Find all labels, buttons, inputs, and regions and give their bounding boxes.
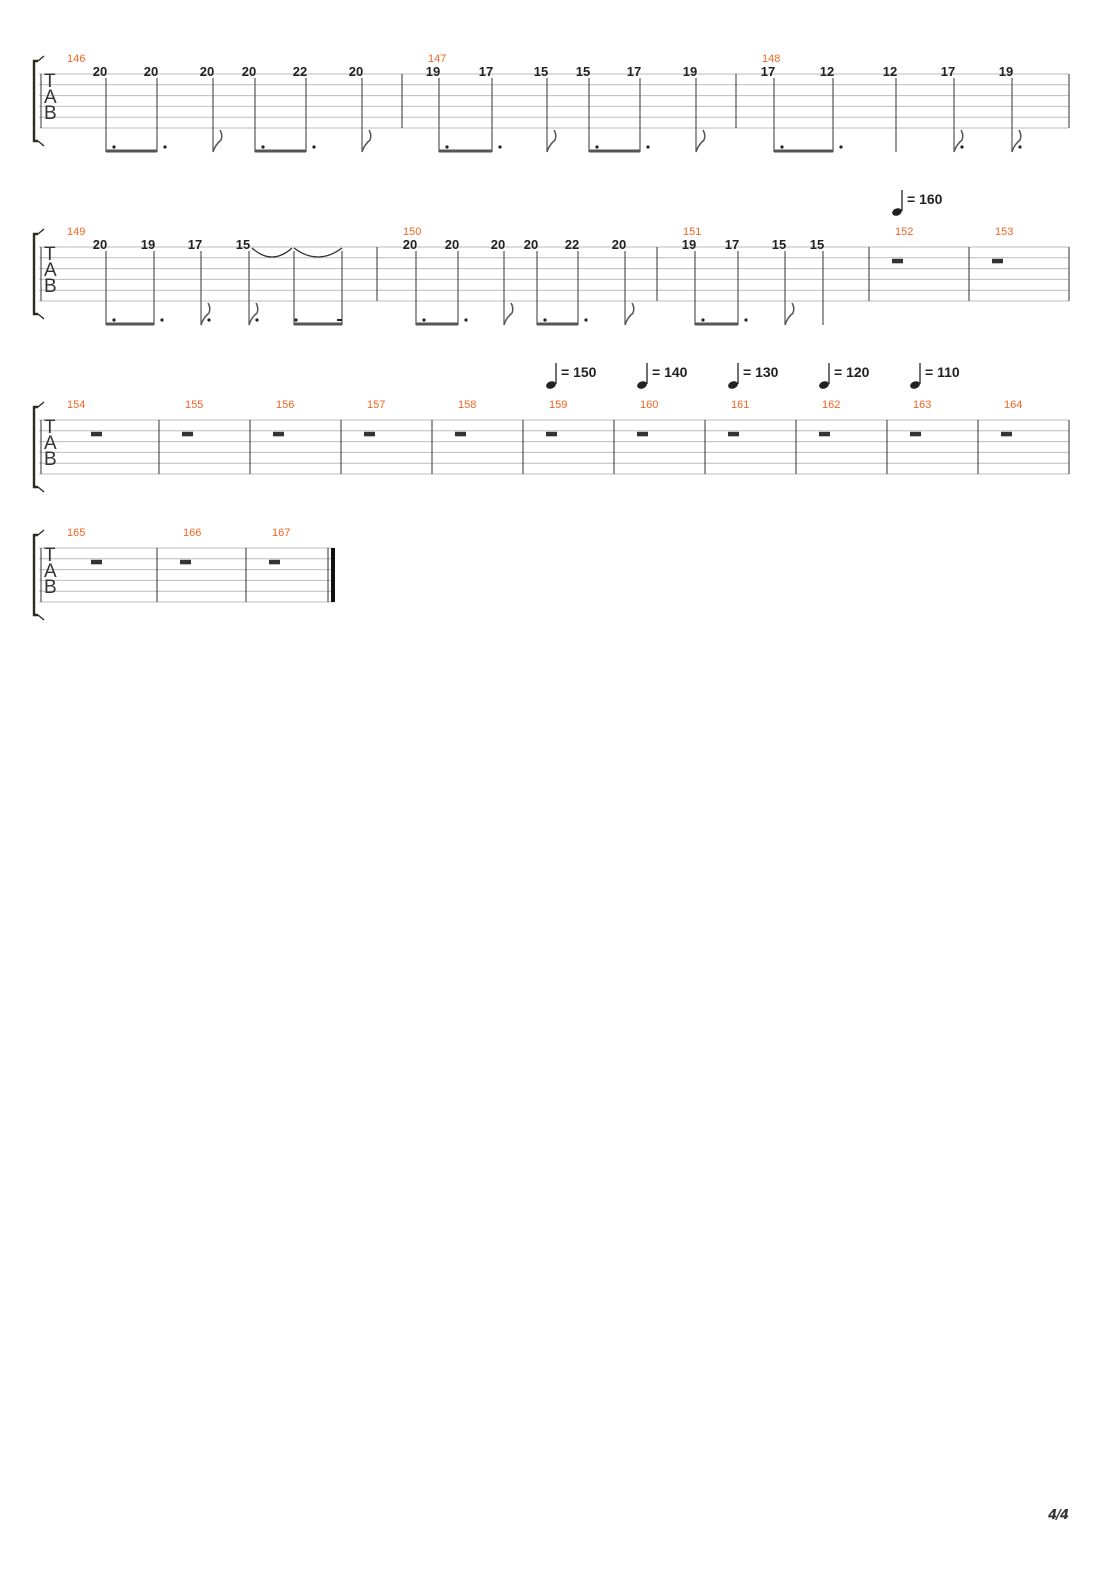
fret-number: 19 <box>425 64 441 79</box>
half-rest <box>992 259 1003 264</box>
fret-number: 17 <box>187 237 203 252</box>
measure-number: 152 <box>895 226 914 238</box>
half-rest <box>364 432 375 437</box>
beam <box>294 323 342 326</box>
bracket-hook-top <box>38 402 44 407</box>
dot <box>744 318 747 321</box>
fret-number: 19 <box>682 64 698 79</box>
tempo-marking: = 130 <box>743 364 779 380</box>
measure-number: 161 <box>731 399 750 411</box>
half-rest <box>455 432 466 437</box>
tempo-note-icon <box>891 207 903 217</box>
fret-number: 20 <box>490 237 506 252</box>
tab-clef-letter: B <box>44 103 57 124</box>
measure-number: 146 <box>67 53 86 65</box>
fret-number: 20 <box>523 237 539 252</box>
dot <box>261 145 264 148</box>
half-rest <box>1001 432 1012 437</box>
note-flag <box>696 130 705 152</box>
fret-number: 15 <box>575 64 591 79</box>
half-rest <box>910 432 921 437</box>
dot <box>960 145 963 148</box>
fret-number: 20 <box>241 64 257 79</box>
tempo-note-icon <box>818 380 830 390</box>
note-flag <box>213 130 222 152</box>
system-bracket <box>34 535 38 615</box>
dot <box>207 318 210 321</box>
tempo-marking: = 120 <box>834 364 870 380</box>
note-flag <box>785 303 794 325</box>
fret-number: 15 <box>809 237 825 252</box>
dash-mark <box>337 319 342 321</box>
tab-clef-letter: T <box>44 71 56 92</box>
beam <box>439 150 492 153</box>
fret-number: 17 <box>940 64 956 79</box>
dot <box>163 145 166 148</box>
dot <box>112 145 115 148</box>
dot <box>701 318 704 321</box>
fret-number: 20 <box>143 64 159 79</box>
beam <box>106 323 154 326</box>
bracket-hook-top <box>38 530 44 535</box>
dot <box>422 318 425 321</box>
measure-number: 151 <box>683 226 702 238</box>
measure-number: 167 <box>272 527 291 539</box>
fret-number: 20 <box>92 64 108 79</box>
bracket-hook-bottom <box>38 141 44 146</box>
tempo-marking: = 110 <box>925 364 960 380</box>
fret-number: 17 <box>626 64 642 79</box>
tab-clef-letter: B <box>44 276 57 297</box>
bracket-hook-bottom <box>38 314 44 319</box>
fret-number: 19 <box>998 64 1014 79</box>
fret-number: 19 <box>681 237 697 252</box>
dot <box>498 145 501 148</box>
dot <box>112 318 115 321</box>
measure-number: 154 <box>67 399 86 411</box>
fret-number: 20 <box>444 237 460 252</box>
final-barline-thick <box>331 548 335 602</box>
tab-clef-letter: T <box>44 417 56 438</box>
bracket-hook-bottom <box>38 487 44 492</box>
fret-number: 22 <box>564 237 580 252</box>
bracket-hook-top <box>38 229 44 234</box>
tempo-note-icon <box>545 380 557 390</box>
tie-arc <box>252 248 292 257</box>
fret-number: 17 <box>478 64 494 79</box>
fret-number: 12 <box>882 64 898 79</box>
beam <box>106 150 157 153</box>
dot <box>1018 145 1021 148</box>
dot <box>255 318 258 321</box>
half-rest <box>91 560 102 565</box>
tab-clef-letter: T <box>44 545 56 566</box>
fret-number: 17 <box>724 237 740 252</box>
measure-number: 164 <box>1004 399 1023 411</box>
note-flag <box>504 303 513 325</box>
measure-number: 148 <box>762 53 781 65</box>
tab-clef-letter: B <box>44 577 57 598</box>
tab-clef-letter: A <box>44 433 57 454</box>
dot <box>160 318 163 321</box>
fret-number: 17 <box>760 64 776 79</box>
tab-clef-letter: A <box>44 87 57 108</box>
measure-number: 157 <box>367 399 386 411</box>
fret-number: 15 <box>533 64 549 79</box>
note-flag <box>362 130 371 152</box>
half-rest <box>91 432 102 437</box>
tempo-note-icon <box>909 380 921 390</box>
fret-number: 15 <box>771 237 787 252</box>
tempo-marking: = 140 <box>652 364 688 380</box>
dot <box>584 318 587 321</box>
measure-number: 162 <box>822 399 841 411</box>
dot <box>294 318 297 321</box>
measure-number: 150 <box>403 226 422 238</box>
fret-number: 12 <box>819 64 835 79</box>
half-rest <box>269 560 280 565</box>
note-flag <box>625 303 634 325</box>
beam <box>695 323 738 326</box>
fret-number: 20 <box>611 237 627 252</box>
note-flag <box>547 130 556 152</box>
half-rest <box>273 432 284 437</box>
beam <box>589 150 640 153</box>
tab-clef-letter: A <box>44 260 57 281</box>
fret-number: 19 <box>140 237 156 252</box>
beam <box>774 150 833 153</box>
measure-number: 156 <box>276 399 295 411</box>
dot <box>839 145 842 148</box>
measure-number: 155 <box>185 399 204 411</box>
beam <box>416 323 458 326</box>
dot <box>646 145 649 148</box>
dot <box>543 318 546 321</box>
system-bracket <box>34 234 38 314</box>
dot <box>595 145 598 148</box>
fret-number: 22 <box>292 64 308 79</box>
measure-number: 147 <box>428 53 447 65</box>
page-number: 4/4 <box>1048 1508 1068 1523</box>
bracket-hook-bottom <box>38 615 44 620</box>
fret-number: 20 <box>402 237 418 252</box>
half-rest <box>637 432 648 437</box>
dot <box>445 145 448 148</box>
fret-number: 20 <box>199 64 215 79</box>
dot <box>464 318 467 321</box>
tab-clef-letter: T <box>44 244 56 265</box>
tie-arc <box>294 248 342 257</box>
half-rest <box>546 432 557 437</box>
tempo-marking: = 150 <box>561 364 597 380</box>
measure-number: 166 <box>183 527 202 539</box>
note-flag <box>1012 130 1021 152</box>
measure-number: 158 <box>458 399 477 411</box>
measure-number: 160 <box>640 399 659 411</box>
beam <box>255 150 306 153</box>
measure-number: 163 <box>913 399 932 411</box>
fret-number: 20 <box>92 237 108 252</box>
measure-number: 153 <box>995 226 1014 238</box>
system-bracket <box>34 61 38 141</box>
half-rest <box>182 432 193 437</box>
half-rest <box>819 432 830 437</box>
measure-number: 159 <box>549 399 568 411</box>
tab-clef-letter: B <box>44 449 57 470</box>
fret-number: 15 <box>235 237 251 252</box>
dot <box>312 145 315 148</box>
tempo-note-icon <box>727 380 739 390</box>
measure-number: 165 <box>67 527 86 539</box>
half-rest <box>180 560 191 565</box>
fret-number: 20 <box>348 64 364 79</box>
note-flag <box>954 130 963 152</box>
tab-clef-letter: A <box>44 561 57 582</box>
note-flag <box>201 303 210 325</box>
bracket-hook-top <box>38 56 44 61</box>
system-bracket <box>34 407 38 487</box>
half-rest <box>892 259 903 264</box>
note-flag <box>249 303 258 325</box>
beam <box>537 323 578 326</box>
half-rest <box>728 432 739 437</box>
dot <box>780 145 783 148</box>
tempo-marking: = 160 <box>907 191 943 207</box>
measure-number: 149 <box>67 226 86 238</box>
tempo-note-icon <box>636 380 648 390</box>
